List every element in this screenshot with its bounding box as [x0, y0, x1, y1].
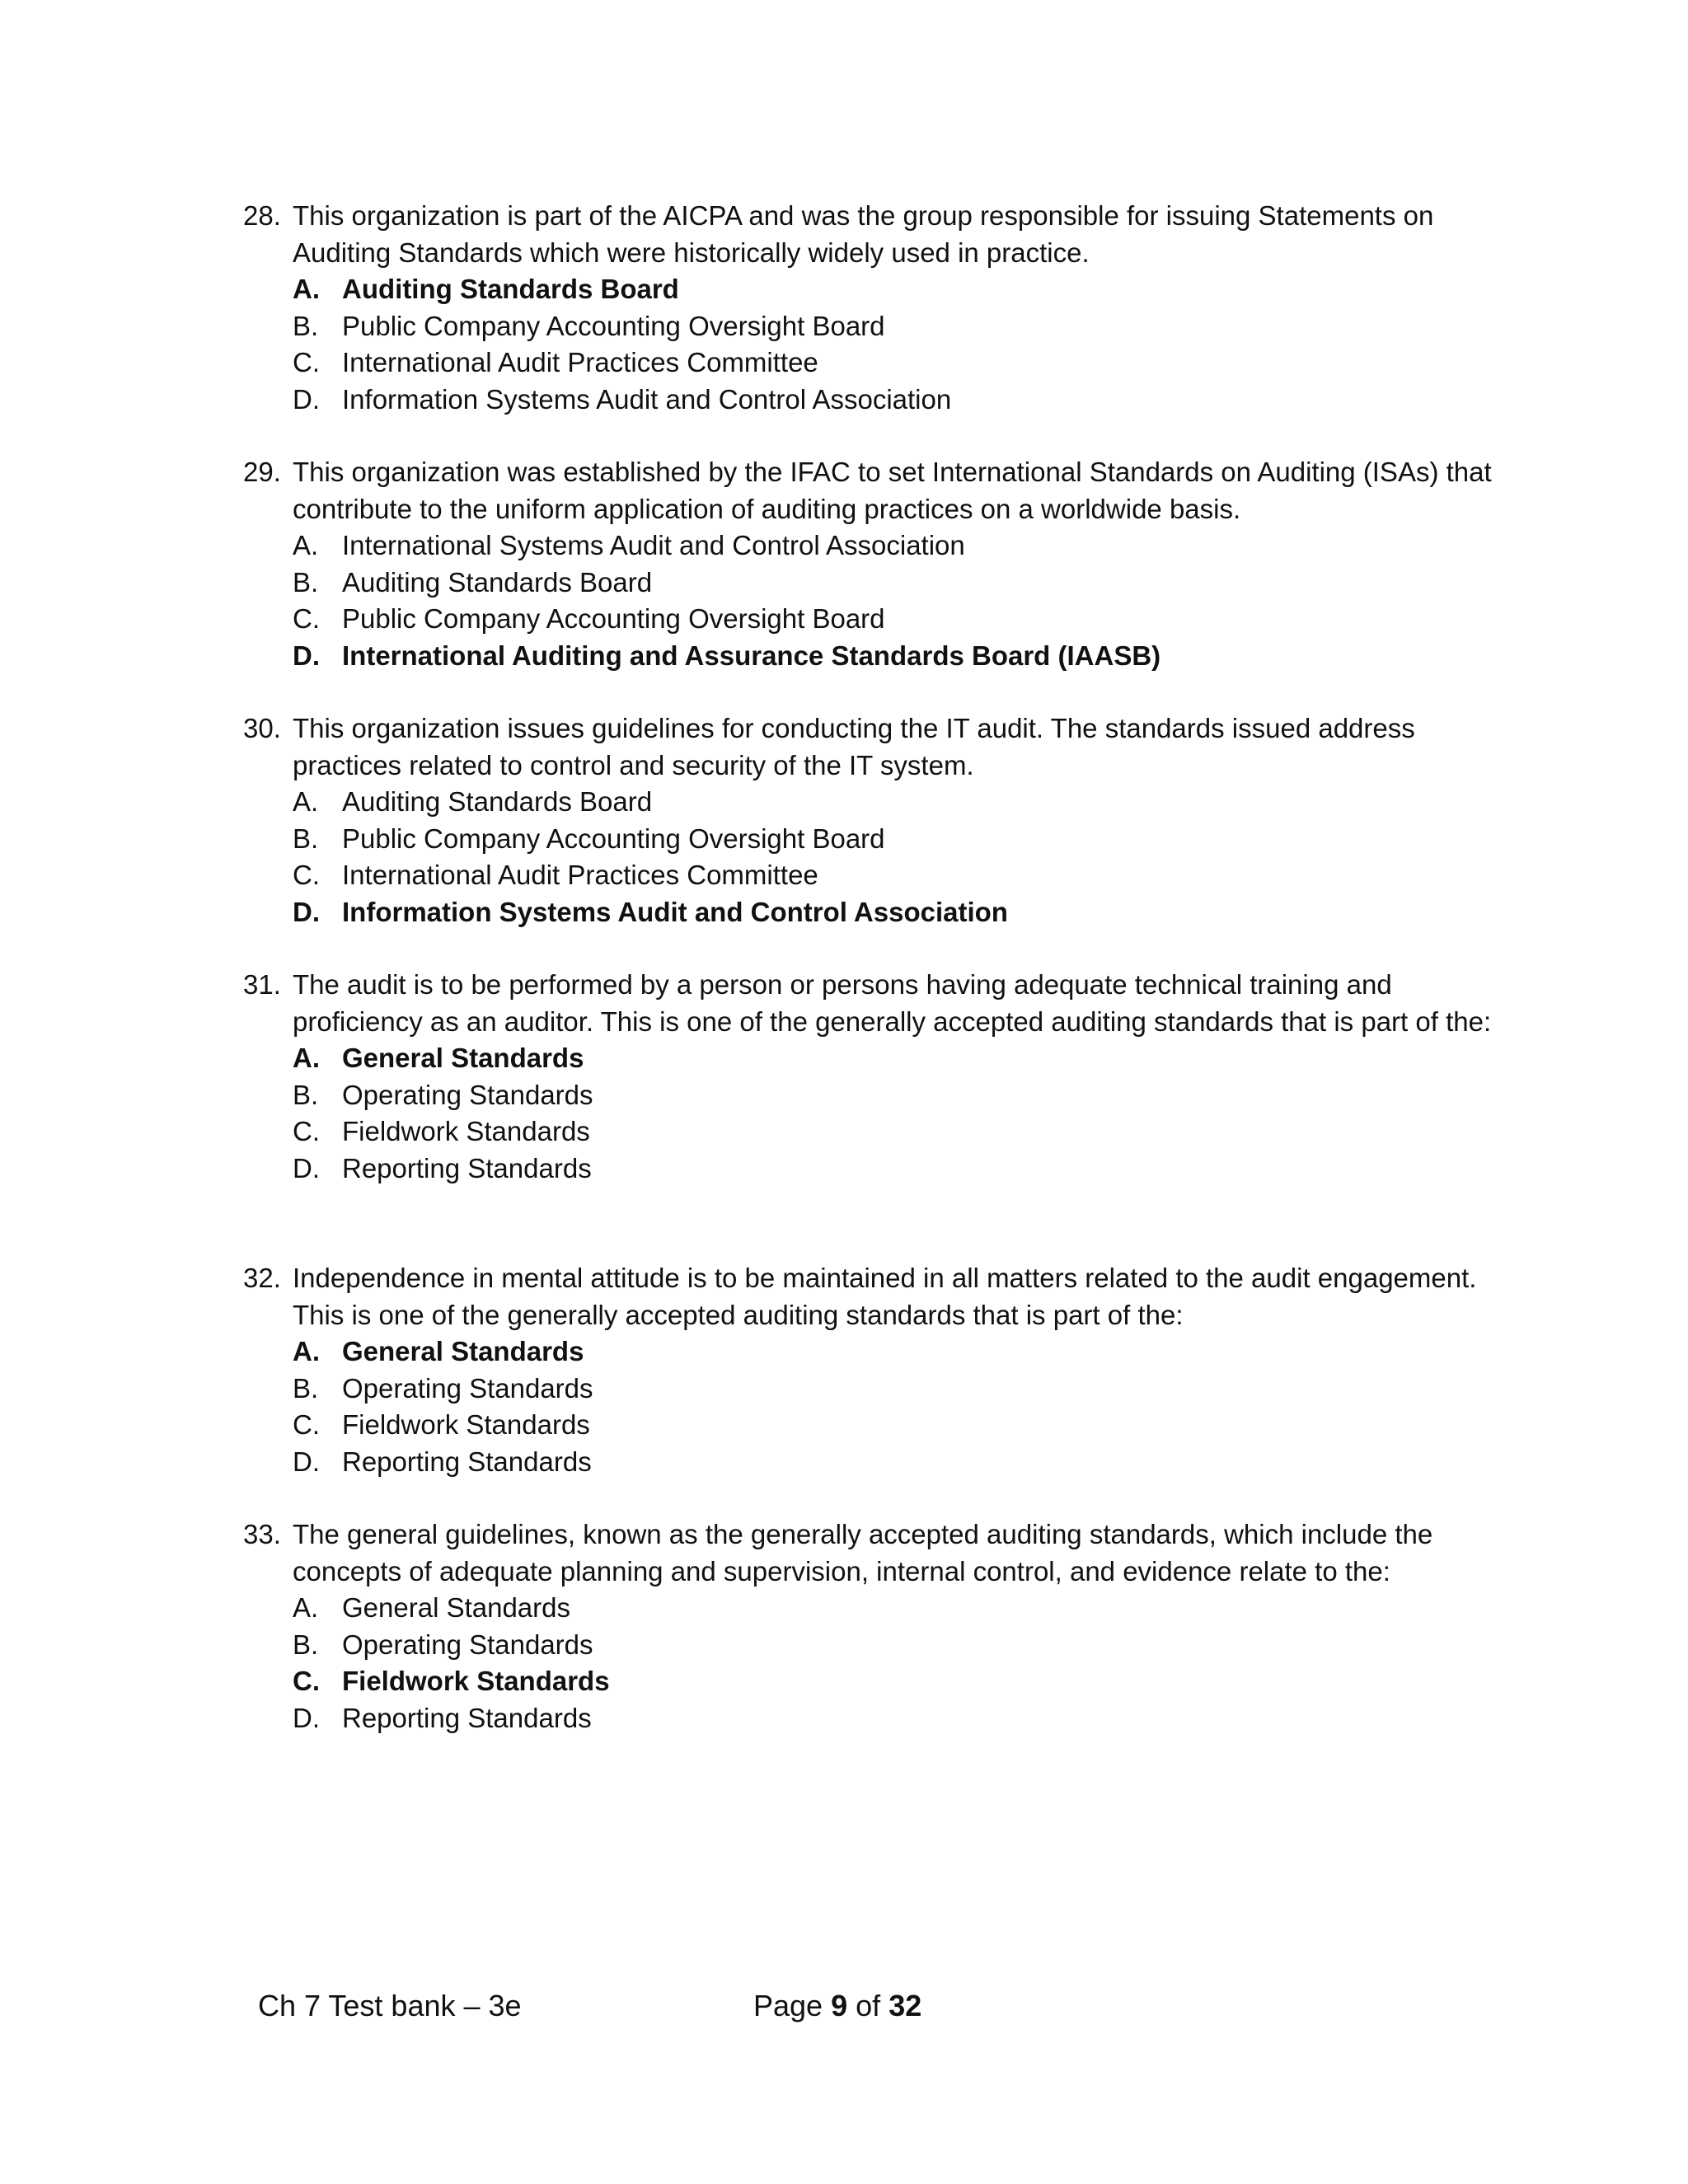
option-b: [243, 565, 1496, 602]
option-letter: A.: [293, 274, 320, 304]
question-stem: [243, 1260, 1499, 1333]
option-d: [243, 1700, 1496, 1737]
answer-options: [243, 784, 1496, 930]
footer-page-indicator: [753, 1986, 921, 2026]
option-d: [243, 1444, 1496, 1481]
option-letter: B.: [293, 566, 319, 598]
question-number: 31.: [243, 969, 281, 1000]
answer-options: [243, 271, 1496, 418]
question-text: This organization is part of the AICPA and was the group responsible for issuing Statements on Auditing Standards which were historically widely used in practice.: [293, 200, 1434, 268]
option-letter: B.: [293, 1372, 319, 1404]
option-text: Public Company Accounting Oversight Board: [342, 823, 885, 854]
option-text: Information Systems Audit and Control Association: [342, 896, 1008, 927]
answer-options: [243, 1590, 1496, 1736]
option-text: Operating Standards: [342, 1079, 593, 1110]
option-text: General Standards: [342, 1592, 571, 1623]
option-text: Fieldwork Standards: [342, 1409, 590, 1440]
option-b: [243, 821, 1496, 858]
option-text: Reporting Standards: [342, 1446, 592, 1477]
option-letter: B.: [293, 310, 319, 341]
question-stem: [243, 198, 1496, 271]
option-letter: D.: [293, 640, 320, 671]
option-text: Reporting Standards: [342, 1702, 592, 1733]
option-b: [243, 1627, 1496, 1664]
question-28: [243, 198, 1496, 418]
option-d-correct: [243, 894, 1496, 931]
footer-doc-title: Ch 7 Test bank – 3e: [258, 1989, 522, 2022]
option-text: Auditing Standards Board: [342, 566, 653, 598]
option-letter: A.: [293, 1043, 320, 1073]
question-stem: [243, 710, 1496, 784]
question-stem: [243, 1516, 1496, 1590]
option-text: Information Systems Audit and Control Association: [342, 383, 952, 415]
question-32: [243, 1260, 1499, 1480]
option-letter: A.: [293, 530, 319, 560]
option-text: Auditing Standards Board: [342, 786, 653, 817]
option-b: [243, 1371, 1496, 1408]
page-number: 9: [831, 1989, 848, 2022]
option-text: Public Company Accounting Oversight Board: [342, 603, 885, 634]
option-letter: C.: [293, 347, 320, 377]
answer-options: [243, 1333, 1496, 1480]
option-letter: A.: [293, 1592, 319, 1623]
option-a: [243, 1590, 1496, 1627]
page-prefix: Page: [753, 1989, 823, 2022]
option-text: International Systems Audit and Control Association: [342, 530, 965, 560]
option-text: International Auditing and Assurance Standards Board (IAASB): [342, 640, 1161, 671]
question-stem: [243, 967, 1496, 1040]
option-text: General Standards: [342, 1043, 584, 1073]
option-text: Reporting Standards: [342, 1152, 592, 1183]
option-letter: D.: [293, 1152, 320, 1183]
option-text: Fieldwork Standards: [342, 1116, 590, 1146]
answer-options: [243, 1040, 1496, 1187]
option-text: International Audit Practices Committee: [342, 347, 818, 377]
question-text: This organization was established by the IFAC to set International Standards on Auditing (ISAs) that contribute to the uniform application of auditing practices on a worldwide basis.: [293, 457, 1492, 524]
option-text: Auditing Standards Board: [342, 274, 679, 304]
option-text: International Audit Practices Committee: [342, 860, 818, 890]
option-c: [243, 601, 1496, 638]
question-text: The general guidelines, known as the generally accepted auditing standards, which include the concepts of adequate planning and supervision, internal control, and evidence relate to the:: [293, 1519, 1433, 1586]
option-b: [243, 1077, 1496, 1114]
option-a: [243, 527, 1496, 565]
option-letter: D.: [293, 383, 320, 415]
option-letter: D.: [293, 896, 320, 927]
option-b: [243, 308, 1496, 345]
option-letter: A.: [293, 786, 319, 817]
page-total: 32: [889, 1989, 922, 2022]
question-30: [243, 710, 1496, 930]
question-number: 33.: [243, 1519, 281, 1549]
option-a-correct: [243, 1040, 1496, 1077]
question-text: Independence in mental attitude is to be maintained in all matters related to the audit engagement. This is one of the generally accepted auditing standards that is part of the:: [293, 1263, 1499, 1330]
option-c-correct: [243, 1663, 1496, 1700]
option-text: Public Company Accounting Oversight Board: [342, 310, 885, 341]
question-31: [243, 967, 1496, 1187]
option-letter: C.: [293, 860, 320, 890]
question-number: 28.: [243, 200, 281, 231]
question-number: 30.: [243, 713, 281, 743]
question-33: [243, 1516, 1496, 1736]
page-of: of: [856, 1989, 881, 2022]
option-letter: B.: [293, 1629, 319, 1660]
option-c: [243, 1113, 1496, 1151]
option-c: [243, 344, 1496, 382]
option-text: Fieldwork Standards: [342, 1666, 610, 1696]
option-d-correct: [243, 638, 1496, 675]
question-number: 29.: [243, 457, 281, 487]
option-letter: B.: [293, 1079, 319, 1110]
question-29: [243, 454, 1496, 674]
option-text: Operating Standards: [342, 1629, 593, 1660]
option-letter: B.: [293, 823, 319, 854]
option-letter: D.: [293, 1446, 320, 1477]
option-c: [243, 857, 1496, 894]
question-number: 32.: [243, 1263, 281, 1293]
option-letter: A.: [293, 1336, 320, 1366]
option-letter: D.: [293, 1702, 320, 1733]
option-letter: C.: [293, 1409, 320, 1440]
question-stem: [243, 454, 1496, 527]
question-text: The audit is to be performed by a person or persons having adequate technical training and proficiency as an auditor. This is one of the generally accepted auditing standards that is part of the:: [293, 969, 1492, 1037]
option-a-correct: [243, 1333, 1496, 1371]
option-d: [243, 1151, 1496, 1188]
option-letter: C.: [293, 603, 320, 634]
option-letter: C.: [293, 1116, 320, 1146]
option-letter: C.: [293, 1666, 320, 1696]
option-text: General Standards: [342, 1336, 584, 1366]
option-d: [243, 382, 1496, 419]
option-a-correct: [243, 271, 1496, 308]
question-text: This organization issues guidelines for conducting the IT audit. The standards issued address practices related to control and security of the IT system.: [293, 713, 1415, 780]
option-text: Operating Standards: [342, 1372, 593, 1404]
answer-options: [243, 527, 1496, 674]
option-a: [243, 784, 1496, 821]
option-c: [243, 1407, 1496, 1444]
